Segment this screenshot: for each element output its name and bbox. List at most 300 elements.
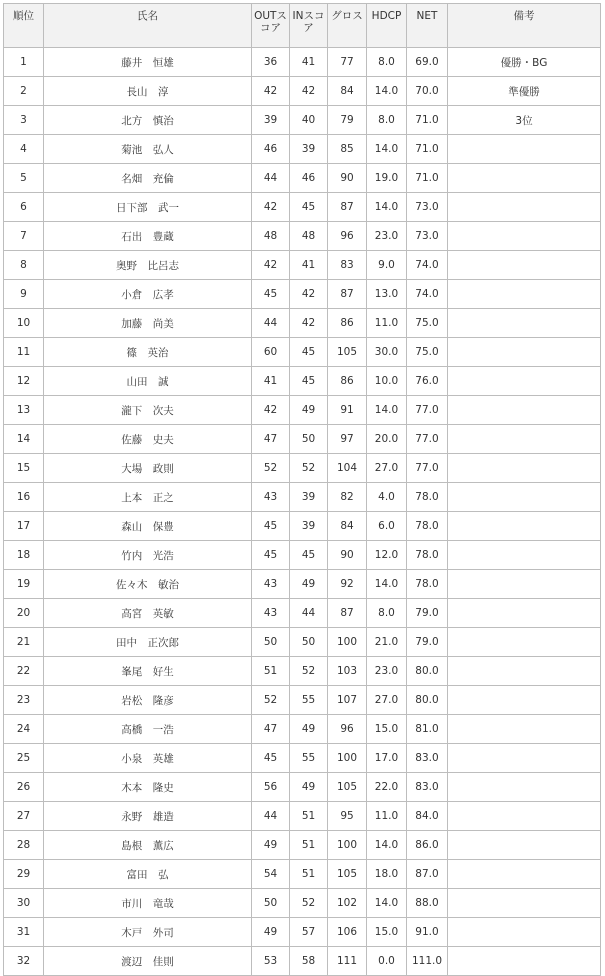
cell-out: 47: [252, 715, 290, 744]
cell-hdcp: 27.0: [367, 686, 407, 715]
cell-out: 42: [252, 251, 290, 280]
cell-note: [448, 280, 601, 309]
cell-gross: 83: [328, 251, 367, 280]
table-row: [4, 367, 601, 396]
cell-note: [448, 512, 601, 541]
cell-gross: 84: [328, 77, 367, 106]
cell-in: 41: [290, 251, 328, 280]
cell-note: [448, 831, 601, 860]
cell-net: 78.0: [407, 512, 448, 541]
cell-gross: 105: [328, 338, 367, 367]
cell-note: [448, 309, 601, 338]
cell-name: 北方 慎治: [44, 106, 252, 135]
cell-rank: 19: [4, 570, 44, 599]
cell-in: 51: [290, 860, 328, 889]
cell-in: 52: [290, 657, 328, 686]
cell-out: 42: [252, 77, 290, 106]
cell-out: 60: [252, 338, 290, 367]
header-rank: 順位: [4, 4, 44, 48]
cell-rank: 12: [4, 367, 44, 396]
cell-net: 86.0: [407, 831, 448, 860]
cell-hdcp: 10.0: [367, 367, 407, 396]
cell-in: 45: [290, 367, 328, 396]
cell-rank: 29: [4, 860, 44, 889]
cell-out: 42: [252, 396, 290, 425]
cell-note: 準優勝: [448, 77, 601, 106]
cell-in: 52: [290, 889, 328, 918]
cell-in: 49: [290, 773, 328, 802]
cell-gross: 79: [328, 106, 367, 135]
cell-in: 39: [290, 512, 328, 541]
cell-gross: 111: [328, 947, 367, 976]
cell-net: 81.0: [407, 715, 448, 744]
cell-note: [448, 251, 601, 280]
cell-in: 46: [290, 164, 328, 193]
cell-in: 55: [290, 744, 328, 773]
table-row: [4, 831, 601, 860]
cell-hdcp: 8.0: [367, 48, 407, 77]
cell-net: 78.0: [407, 541, 448, 570]
cell-rank: 8: [4, 251, 44, 280]
cell-rank: 2: [4, 77, 44, 106]
cell-hdcp: 15.0: [367, 918, 407, 947]
cell-gross: 100: [328, 628, 367, 657]
cell-out: 44: [252, 309, 290, 338]
cell-hdcp: 23.0: [367, 657, 407, 686]
cell-note: [448, 860, 601, 889]
cell-name: 加藤 尚美: [44, 309, 252, 338]
cell-name: 佐々木 敏治: [44, 570, 252, 599]
table-row: [4, 599, 601, 628]
cell-hdcp: 9.0: [367, 251, 407, 280]
cell-in: 42: [290, 280, 328, 309]
cell-in: 50: [290, 425, 328, 454]
table-row: [4, 570, 601, 599]
results-table: [3, 3, 601, 976]
cell-note: [448, 454, 601, 483]
header-hdcp: HDCP: [367, 4, 407, 48]
cell-net: 71.0: [407, 164, 448, 193]
cell-rank: 6: [4, 193, 44, 222]
cell-net: 79.0: [407, 599, 448, 628]
cell-note: [448, 570, 601, 599]
cell-net: 83.0: [407, 773, 448, 802]
cell-name: 渡辺 佳則: [44, 947, 252, 976]
cell-out: 45: [252, 744, 290, 773]
cell-net: 80.0: [407, 686, 448, 715]
cell-in: 42: [290, 77, 328, 106]
cell-out: 54: [252, 860, 290, 889]
cell-note: [448, 425, 601, 454]
cell-note: 優勝・BG: [448, 48, 601, 77]
table-row: [4, 251, 601, 280]
cell-rank: 20: [4, 599, 44, 628]
cell-rank: 24: [4, 715, 44, 744]
table-row: [4, 48, 601, 77]
cell-gross: 102: [328, 889, 367, 918]
cell-gross: 107: [328, 686, 367, 715]
cell-hdcp: 8.0: [367, 106, 407, 135]
cell-gross: 86: [328, 309, 367, 338]
cell-rank: 27: [4, 802, 44, 831]
table-row: [4, 889, 601, 918]
cell-net: 74.0: [407, 280, 448, 309]
cell-note: [448, 715, 601, 744]
cell-gross: 100: [328, 831, 367, 860]
cell-hdcp: 11.0: [367, 309, 407, 338]
header-out: OUTスコア: [252, 4, 290, 48]
table-row: [4, 309, 601, 338]
cell-rank: 15: [4, 454, 44, 483]
cell-net: 75.0: [407, 338, 448, 367]
cell-hdcp: 14.0: [367, 889, 407, 918]
cell-rank: 13: [4, 396, 44, 425]
table-row: [4, 222, 601, 251]
cell-rank: 14: [4, 425, 44, 454]
cell-gross: 105: [328, 773, 367, 802]
cell-out: 39: [252, 106, 290, 135]
cell-gross: 97: [328, 425, 367, 454]
cell-out: 42: [252, 193, 290, 222]
cell-rank: 17: [4, 512, 44, 541]
cell-in: 42: [290, 309, 328, 338]
cell-hdcp: 12.0: [367, 541, 407, 570]
cell-rank: 32: [4, 947, 44, 976]
table-row: [4, 338, 601, 367]
cell-net: 76.0: [407, 367, 448, 396]
cell-name: 竹内 光浩: [44, 541, 252, 570]
cell-note: [448, 396, 601, 425]
cell-net: 88.0: [407, 889, 448, 918]
cell-rank: 26: [4, 773, 44, 802]
cell-note: [448, 802, 601, 831]
header-in: INスコア: [290, 4, 328, 48]
cell-rank: 22: [4, 657, 44, 686]
cell-out: 45: [252, 512, 290, 541]
cell-in: 52: [290, 454, 328, 483]
cell-rank: 23: [4, 686, 44, 715]
table-row: [4, 512, 601, 541]
cell-hdcp: 18.0: [367, 860, 407, 889]
cell-out: 43: [252, 599, 290, 628]
table-row: [4, 425, 601, 454]
cell-net: 71.0: [407, 106, 448, 135]
cell-in: 49: [290, 396, 328, 425]
table-row: [4, 164, 601, 193]
cell-in: 50: [290, 628, 328, 657]
cell-in: 57: [290, 918, 328, 947]
cell-note: [448, 483, 601, 512]
cell-in: 44: [290, 599, 328, 628]
cell-name: 市川 竜哉: [44, 889, 252, 918]
cell-net: 83.0: [407, 744, 448, 773]
cell-net: 87.0: [407, 860, 448, 889]
cell-gross: 104: [328, 454, 367, 483]
cell-gross: 82: [328, 483, 367, 512]
cell-out: 52: [252, 686, 290, 715]
cell-gross: 87: [328, 193, 367, 222]
cell-gross: 87: [328, 599, 367, 628]
table-row: [4, 802, 601, 831]
cell-out: 44: [252, 802, 290, 831]
cell-rank: 25: [4, 744, 44, 773]
cell-name: 富田 弘: [44, 860, 252, 889]
cell-name: 佐藤 史夫: [44, 425, 252, 454]
cell-hdcp: 15.0: [367, 715, 407, 744]
cell-gross: 95: [328, 802, 367, 831]
cell-hdcp: 0.0: [367, 947, 407, 976]
cell-hdcp: 20.0: [367, 425, 407, 454]
table-row: [4, 541, 601, 570]
cell-note: [448, 541, 601, 570]
table-row: [4, 193, 601, 222]
cell-note: [448, 628, 601, 657]
cell-name: 小泉 英雄: [44, 744, 252, 773]
cell-out: 41: [252, 367, 290, 396]
cell-note: 3位: [448, 106, 601, 135]
cell-note: [448, 686, 601, 715]
cell-hdcp: 14.0: [367, 77, 407, 106]
header-net: NET: [407, 4, 448, 48]
cell-name: 篠 英治: [44, 338, 252, 367]
cell-name: 瀧下 次夫: [44, 396, 252, 425]
cell-name: 木本 隆史: [44, 773, 252, 802]
cell-out: 49: [252, 831, 290, 860]
cell-note: [448, 164, 601, 193]
cell-net: 73.0: [407, 222, 448, 251]
cell-out: 50: [252, 628, 290, 657]
cell-out: 45: [252, 541, 290, 570]
cell-in: 49: [290, 715, 328, 744]
cell-rank: 9: [4, 280, 44, 309]
cell-in: 49: [290, 570, 328, 599]
header-gross: グロス: [328, 4, 367, 48]
table-row: [4, 715, 601, 744]
table-row: [4, 947, 601, 976]
cell-net: 111.0: [407, 947, 448, 976]
cell-out: 47: [252, 425, 290, 454]
cell-hdcp: 30.0: [367, 338, 407, 367]
cell-gross: 96: [328, 715, 367, 744]
cell-in: 51: [290, 831, 328, 860]
cell-hdcp: 14.0: [367, 570, 407, 599]
cell-note: [448, 135, 601, 164]
cell-net: 78.0: [407, 483, 448, 512]
table-row: [4, 135, 601, 164]
cell-hdcp: 4.0: [367, 483, 407, 512]
cell-net: 71.0: [407, 135, 448, 164]
cell-in: 40: [290, 106, 328, 135]
cell-rank: 11: [4, 338, 44, 367]
cell-in: 55: [290, 686, 328, 715]
table-row: [4, 744, 601, 773]
cell-gross: 105: [328, 860, 367, 889]
cell-name: 日下部 武一: [44, 193, 252, 222]
cell-out: 48: [252, 222, 290, 251]
cell-rank: 16: [4, 483, 44, 512]
cell-hdcp: 8.0: [367, 599, 407, 628]
cell-net: 70.0: [407, 77, 448, 106]
cell-out: 56: [252, 773, 290, 802]
cell-net: 80.0: [407, 657, 448, 686]
cell-gross: 86: [328, 367, 367, 396]
cell-name: 高宮 英敏: [44, 599, 252, 628]
table-row: [4, 106, 601, 135]
cell-rank: 30: [4, 889, 44, 918]
cell-note: [448, 222, 601, 251]
cell-hdcp: 14.0: [367, 831, 407, 860]
cell-name: 山田 誠: [44, 367, 252, 396]
cell-name: 石出 豊蔵: [44, 222, 252, 251]
cell-out: 46: [252, 135, 290, 164]
cell-name: 奥野 比呂志: [44, 251, 252, 280]
cell-in: 39: [290, 483, 328, 512]
cell-hdcp: 21.0: [367, 628, 407, 657]
cell-rank: 28: [4, 831, 44, 860]
table-body: [4, 48, 601, 976]
cell-in: 45: [290, 338, 328, 367]
cell-name: 名畑 充倫: [44, 164, 252, 193]
cell-rank: 5: [4, 164, 44, 193]
cell-hdcp: 11.0: [367, 802, 407, 831]
cell-out: 43: [252, 570, 290, 599]
cell-out: 51: [252, 657, 290, 686]
table-header: [4, 4, 601, 48]
cell-rank: 10: [4, 309, 44, 338]
cell-out: 50: [252, 889, 290, 918]
cell-hdcp: 14.0: [367, 396, 407, 425]
cell-rank: 3: [4, 106, 44, 135]
cell-gross: 84: [328, 512, 367, 541]
cell-net: 73.0: [407, 193, 448, 222]
table-row: [4, 686, 601, 715]
table-row: [4, 483, 601, 512]
cell-gross: 100: [328, 744, 367, 773]
cell-in: 48: [290, 222, 328, 251]
cell-in: 39: [290, 135, 328, 164]
cell-name: 大場 政則: [44, 454, 252, 483]
cell-name: 峯尾 好生: [44, 657, 252, 686]
cell-note: [448, 744, 601, 773]
cell-hdcp: 13.0: [367, 280, 407, 309]
cell-in: 58: [290, 947, 328, 976]
cell-out: 53: [252, 947, 290, 976]
header-row: [4, 4, 601, 48]
cell-rank: 31: [4, 918, 44, 947]
table-row: [4, 454, 601, 483]
table-row: [4, 628, 601, 657]
table-row: [4, 280, 601, 309]
table-row: [4, 77, 601, 106]
cell-gross: 106: [328, 918, 367, 947]
cell-gross: 90: [328, 164, 367, 193]
cell-rank: 7: [4, 222, 44, 251]
cell-net: 84.0: [407, 802, 448, 831]
cell-gross: 77: [328, 48, 367, 77]
cell-gross: 92: [328, 570, 367, 599]
cell-out: 45: [252, 280, 290, 309]
cell-note: [448, 947, 601, 976]
cell-name: 高橋 一浩: [44, 715, 252, 744]
cell-name: 島根 薫広: [44, 831, 252, 860]
cell-hdcp: 14.0: [367, 135, 407, 164]
cell-note: [448, 657, 601, 686]
cell-note: [448, 918, 601, 947]
cell-hdcp: 19.0: [367, 164, 407, 193]
cell-gross: 90: [328, 541, 367, 570]
cell-name: 長山 淳: [44, 77, 252, 106]
cell-name: 小倉 広孝: [44, 280, 252, 309]
cell-net: 69.0: [407, 48, 448, 77]
cell-net: 77.0: [407, 425, 448, 454]
cell-net: 75.0: [407, 309, 448, 338]
table-row: [4, 657, 601, 686]
cell-hdcp: 17.0: [367, 744, 407, 773]
cell-net: 91.0: [407, 918, 448, 947]
cell-in: 45: [290, 193, 328, 222]
cell-net: 77.0: [407, 454, 448, 483]
cell-out: 44: [252, 164, 290, 193]
cell-note: [448, 367, 601, 396]
table-row: [4, 918, 601, 947]
cell-in: 45: [290, 541, 328, 570]
cell-hdcp: 22.0: [367, 773, 407, 802]
cell-name: 木戸 外司: [44, 918, 252, 947]
cell-net: 78.0: [407, 570, 448, 599]
cell-gross: 103: [328, 657, 367, 686]
cell-net: 74.0: [407, 251, 448, 280]
cell-net: 79.0: [407, 628, 448, 657]
cell-net: 77.0: [407, 396, 448, 425]
cell-out: 36: [252, 48, 290, 77]
table-row: [4, 773, 601, 802]
table-row: [4, 396, 601, 425]
cell-gross: 87: [328, 280, 367, 309]
cell-hdcp: 14.0: [367, 193, 407, 222]
cell-note: [448, 773, 601, 802]
cell-in: 41: [290, 48, 328, 77]
cell-gross: 85: [328, 135, 367, 164]
cell-name: 田中 正次郎: [44, 628, 252, 657]
cell-out: 49: [252, 918, 290, 947]
cell-note: [448, 599, 601, 628]
cell-name: 上本 正之: [44, 483, 252, 512]
cell-hdcp: 27.0: [367, 454, 407, 483]
cell-name: 永野 雄造: [44, 802, 252, 831]
cell-gross: 96: [328, 222, 367, 251]
cell-note: [448, 889, 601, 918]
cell-rank: 1: [4, 48, 44, 77]
cell-hdcp: 23.0: [367, 222, 407, 251]
cell-name: 岩松 隆彦: [44, 686, 252, 715]
header-name: 氏名: [44, 4, 252, 48]
cell-in: 51: [290, 802, 328, 831]
table-row: [4, 860, 601, 889]
header-note: 備考: [448, 4, 601, 48]
cell-rank: 21: [4, 628, 44, 657]
cell-hdcp: 6.0: [367, 512, 407, 541]
cell-out: 52: [252, 454, 290, 483]
cell-note: [448, 338, 601, 367]
cell-rank: 4: [4, 135, 44, 164]
cell-out: 43: [252, 483, 290, 512]
cell-note: [448, 193, 601, 222]
cell-name: 菊池 弘人: [44, 135, 252, 164]
cell-name: 森山 保豊: [44, 512, 252, 541]
cell-rank: 18: [4, 541, 44, 570]
cell-gross: 91: [328, 396, 367, 425]
cell-name: 藤井 恒雄: [44, 48, 252, 77]
